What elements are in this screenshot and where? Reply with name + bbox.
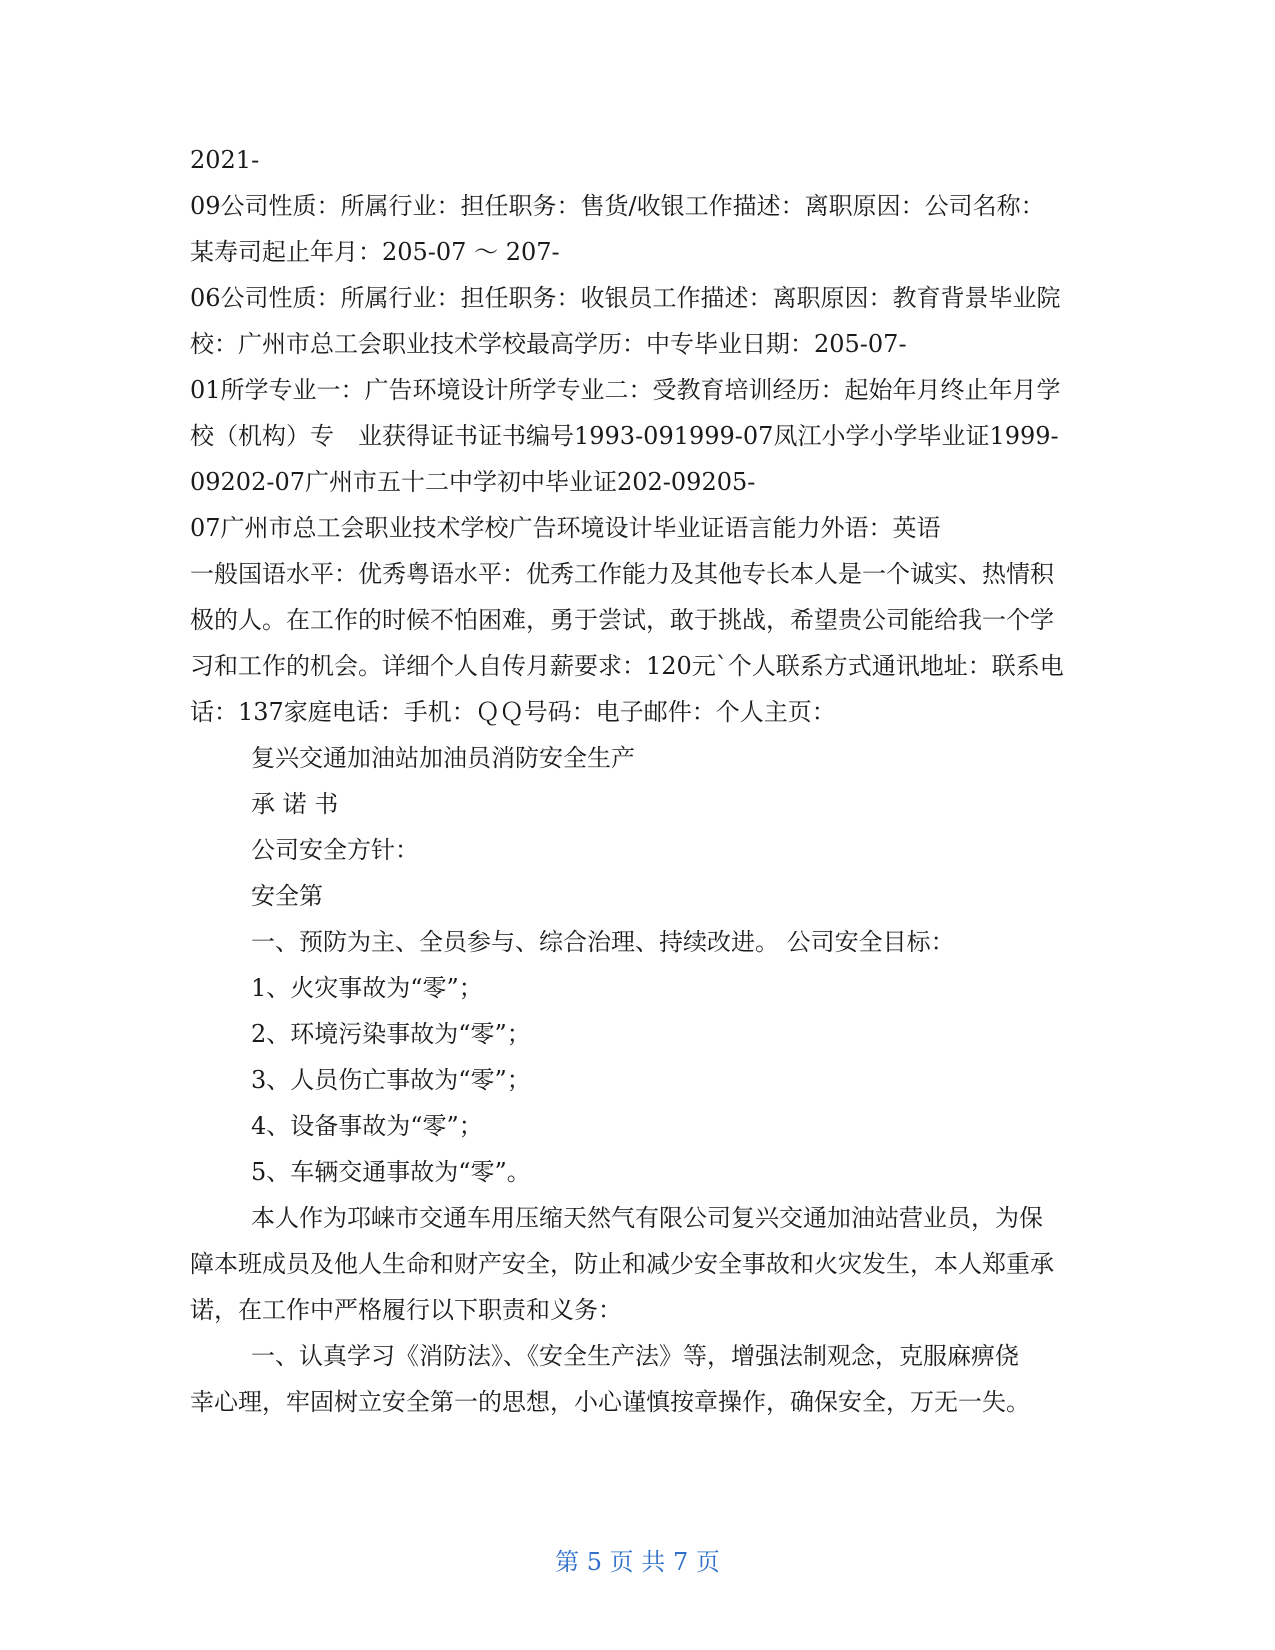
text-line: 某寿司起止年月：205-07 ～ 207- [190,238,560,266]
text-line: 09202-07广州市五十二中学初中毕业证202-09205- [190,468,756,496]
text-line: 诺，在工作中严格履行以下职责和义务： [190,1296,622,1324]
list-item: 2、环境污染事故为“零”； [251,1020,531,1048]
list-item: 5、车辆交通事故为“零”。 [251,1158,531,1186]
text-line: 障本班成员及他人生命和财产安全，防止和减少安全事故和火灾发生，本人郑重承 [190,1250,1054,1278]
text-line: 幸心理，牢固树立安全第一的思想，小心谨慎按章操作，确保安全，万无一失。 [190,1388,1030,1416]
section-heading: 承 诺 书 [251,790,339,818]
text-line: 校（机构）专 业获得证书证书编号1993-091999-07凤江小学小学毕业证1999- [190,422,1059,450]
text-line: 07广州市总工会职业技术学校广告环境设计毕业证语言能力外语：英语 [190,514,941,542]
text-line: 01所学专业一：广告环境设计所学专业二：受教育培训经历：起始年月终止年月学 [190,376,1061,404]
text-line: 公司安全方针： [251,836,419,864]
text-line: 习和工作的机会。详细个人自传月薪要求：120元`个人联系方式通讯地址：联系电 [190,652,1064,680]
page-number-footer: 第 5 页 共 7 页 [555,1548,720,1576]
text-line: 2021- [190,146,260,174]
text-line: 06公司性质：所属行业：担任职务：收银员工作描述：离职原因：教育背景毕业院 [190,284,1061,312]
list-item: 3、人员伤亡事故为“零”； [251,1066,531,1094]
text-line: 话：137家庭电话：手机：ＱＱ号码：电子邮件：个人主页： [190,698,836,726]
list-item: 1、火灾事故为“零”； [251,974,483,1002]
text-line: 一、预防为主、全员参与、综合治理、持续改进。 公司安全目标： [251,928,955,956]
list-item: 4、设备事故为“零”； [251,1112,483,1140]
text-line: 极的人。在工作的时候不怕困难，勇于尝试，敢于挑战，希望贵公司能给我一个学 [190,606,1054,634]
text-line: 本人作为邛崃市交通车用压缩天然气有限公司复兴交通加油站营业员，为保 [251,1204,1043,1232]
text-line: 一般国语水平：优秀粤语水平：优秀工作能力及其他专长本人是一个诚实、热情积 [190,560,1054,588]
text-line: 09公司性质：所属行业：担任职务：售货/收银工作描述：离职原因：公司名称： [190,192,1045,220]
text-line: 一、认真学习《消防法》、《安全生产法》等，增强法制观念，克服麻痹侥 [251,1342,1019,1370]
text-line: 校：广州市总工会职业技术学校最高学历：中专毕业日期：205-07- [190,330,907,358]
section-heading: 复兴交通加油站加油员消防安全生产 [251,744,635,772]
text-line: 安全第 [251,882,323,910]
